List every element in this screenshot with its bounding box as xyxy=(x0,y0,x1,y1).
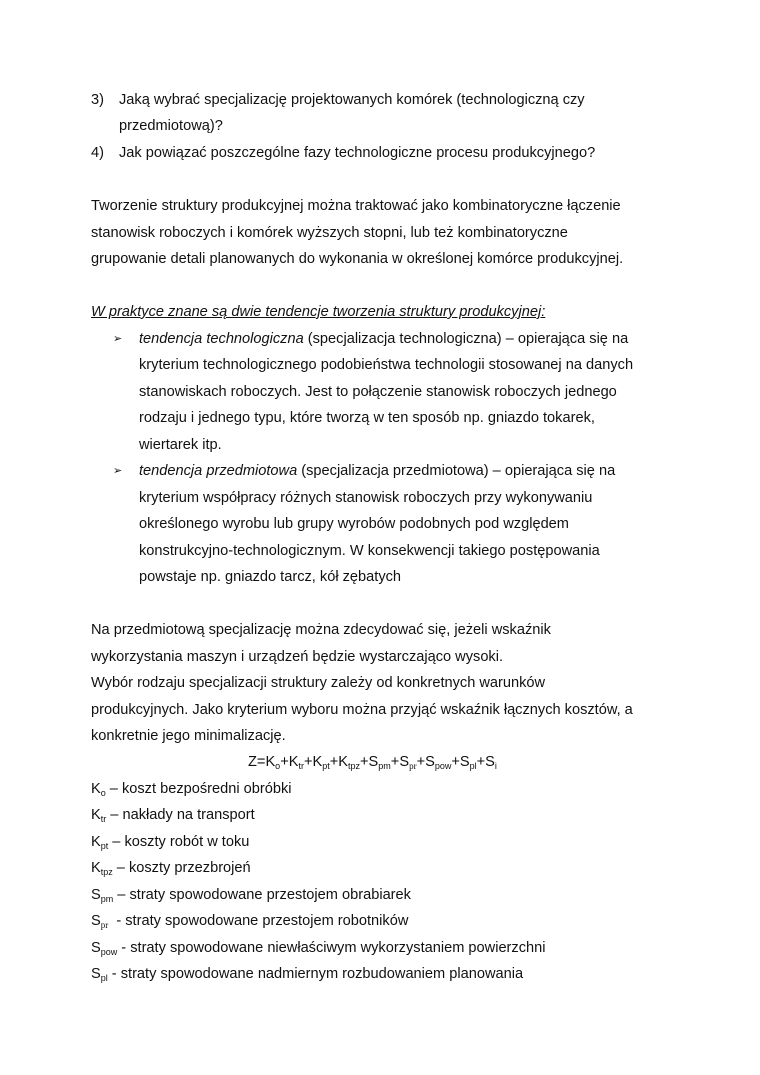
paragraph1-line1: Tworzenie struktury produkcyjnej można traktować jako kombinatoryczne łączenie xyxy=(91,198,621,214)
section-heading: W praktyce znane są dwie tendencje tworzenia struktury produkcyjnej: xyxy=(91,304,546,320)
bullet1-line3: stanowiskach roboczych. Jest to połączenie stanowisk roboczych jednego xyxy=(139,384,617,400)
definition-kpt: $K_{pt}$ – koszty robót w toku xyxy=(91,834,250,851)
cost-formula: $Z=K_o+K_{tr}+K_{pt}+K_{tpz}+S_{pm}+S_{pr}+S_{pow}+S_{pl}+S_i$ xyxy=(248,754,497,771)
question-3-line2: przedmiotową)? xyxy=(119,118,223,134)
bullet1-line5: wiertarek itp. xyxy=(139,437,222,453)
question-4-number: 4) xyxy=(91,145,104,161)
bullet2-rest: (specjalizacja przedmiotowa) – opierająca się na xyxy=(297,463,616,479)
bullet1-first-line xyxy=(139,330,628,348)
bullet2-term: tendencja przedmiotowa xyxy=(139,463,298,479)
paragraph2-line3: Wybór rodzaju specjalizacji struktury zależy od konkretnych warunków xyxy=(91,675,546,691)
formula-term-3: $K_{tpz}$ xyxy=(338,754,361,771)
definition-spr: $S_{pr}$ - straty spowodowane przestojem robotników xyxy=(91,913,409,930)
paragraph1-line3: grupowanie detali planowanych do wykonania w określonej komórce produkcyjnej. xyxy=(91,251,624,267)
question-3-line1: Jaką wybrać specjalizację projektowanych komórek (technologiczną czy xyxy=(119,92,585,108)
definition-ko: $K_o$ – koszt bezpośredni obróbki xyxy=(91,781,292,798)
formula-term-5: $S_{pr}$ xyxy=(399,754,417,771)
arrow-bullet-icon: ➢ xyxy=(113,465,123,477)
paragraph2-line2: wykorzystania maszyn i urządzeń będzie wystarczająco wysoki. xyxy=(91,649,504,665)
paragraph1-line2: stanowisk roboczych i komórek wyższych stopni, lub też kombinatoryczne xyxy=(91,225,568,241)
definition-ktpz: $K_{tpz}$ – koszty przezbrojeń xyxy=(91,860,251,877)
bullet1-term: tendencja technologiczna xyxy=(139,331,304,347)
formula-term-2: $K_{pt}$ xyxy=(312,754,330,771)
bullet2-line2: kryterium współpracy różnych stanowisk roboczych przy wykonywaniu xyxy=(139,490,593,506)
bullet2-line5: powstaje np. gniazdo tarcz, kół zębatych xyxy=(139,569,402,585)
formula-lhs: Z= xyxy=(248,754,266,770)
question-4-line1: Jak powiązać poszczególne fazy technologiczne procesu produkcyjnego? xyxy=(119,145,596,161)
bullet1-line2: kryterium technologicznego podobieństwa technologii stosowanej na danych xyxy=(139,357,634,373)
formula-term-1: $K_{tr}$ xyxy=(288,754,304,771)
definition-spm: $S_{pm}$ – straty spowodowane przestojem obrabiarek xyxy=(91,887,411,904)
question-3-number: 3) xyxy=(91,92,104,108)
definition-ktr: $K_{tr}$ – nakłady na transport xyxy=(91,807,255,824)
formula-term-7: $S_{pl}$ xyxy=(459,754,477,771)
bullet1-line4: rodzaju i jednego typu, które tworzą w ten sposób np. gniazdo tokarek, xyxy=(139,410,595,426)
bullet2-first-line xyxy=(139,462,615,480)
formula-term-6: $S_{pow}$ xyxy=(425,754,452,771)
bullet1-rest: (specjalizacja technologiczna) – opierająca się na xyxy=(303,331,629,347)
formula-term-8: $S_i$ xyxy=(485,754,497,771)
formula-term-4: $S_{pm}$ xyxy=(368,754,391,771)
bullet2-line4: konstrukcyjno-technologicznym. W konsekwencji takiego postępowania xyxy=(139,543,600,559)
definition-spow: $S_{pow}$ - straty spowodowane niewłaściwym wykorzystaniem powierzchni xyxy=(91,940,546,957)
bullet2-line3: określonego wyrobu lub grupy wyrobów podobnych pod względem xyxy=(139,516,569,532)
paragraph2-line5: konkretnie jego minimalizację. xyxy=(91,728,286,744)
definition-spl: $S_{pl}$ - straty spowodowane nadmiernym rozbudowaniem planowania xyxy=(91,966,524,983)
formula-term-0: $K_o$ xyxy=(265,754,281,771)
arrow-bullet-icon: ➢ xyxy=(113,333,123,345)
paragraph2-line1: Na przedmiotową specjalizację można zdecydować się, jeżeli wskaźnik xyxy=(91,622,551,638)
paragraph2-line4: produkcyjnych. Jako kryterium wyboru można przyjąć wskaźnik łącznych kosztów, a xyxy=(91,702,633,718)
